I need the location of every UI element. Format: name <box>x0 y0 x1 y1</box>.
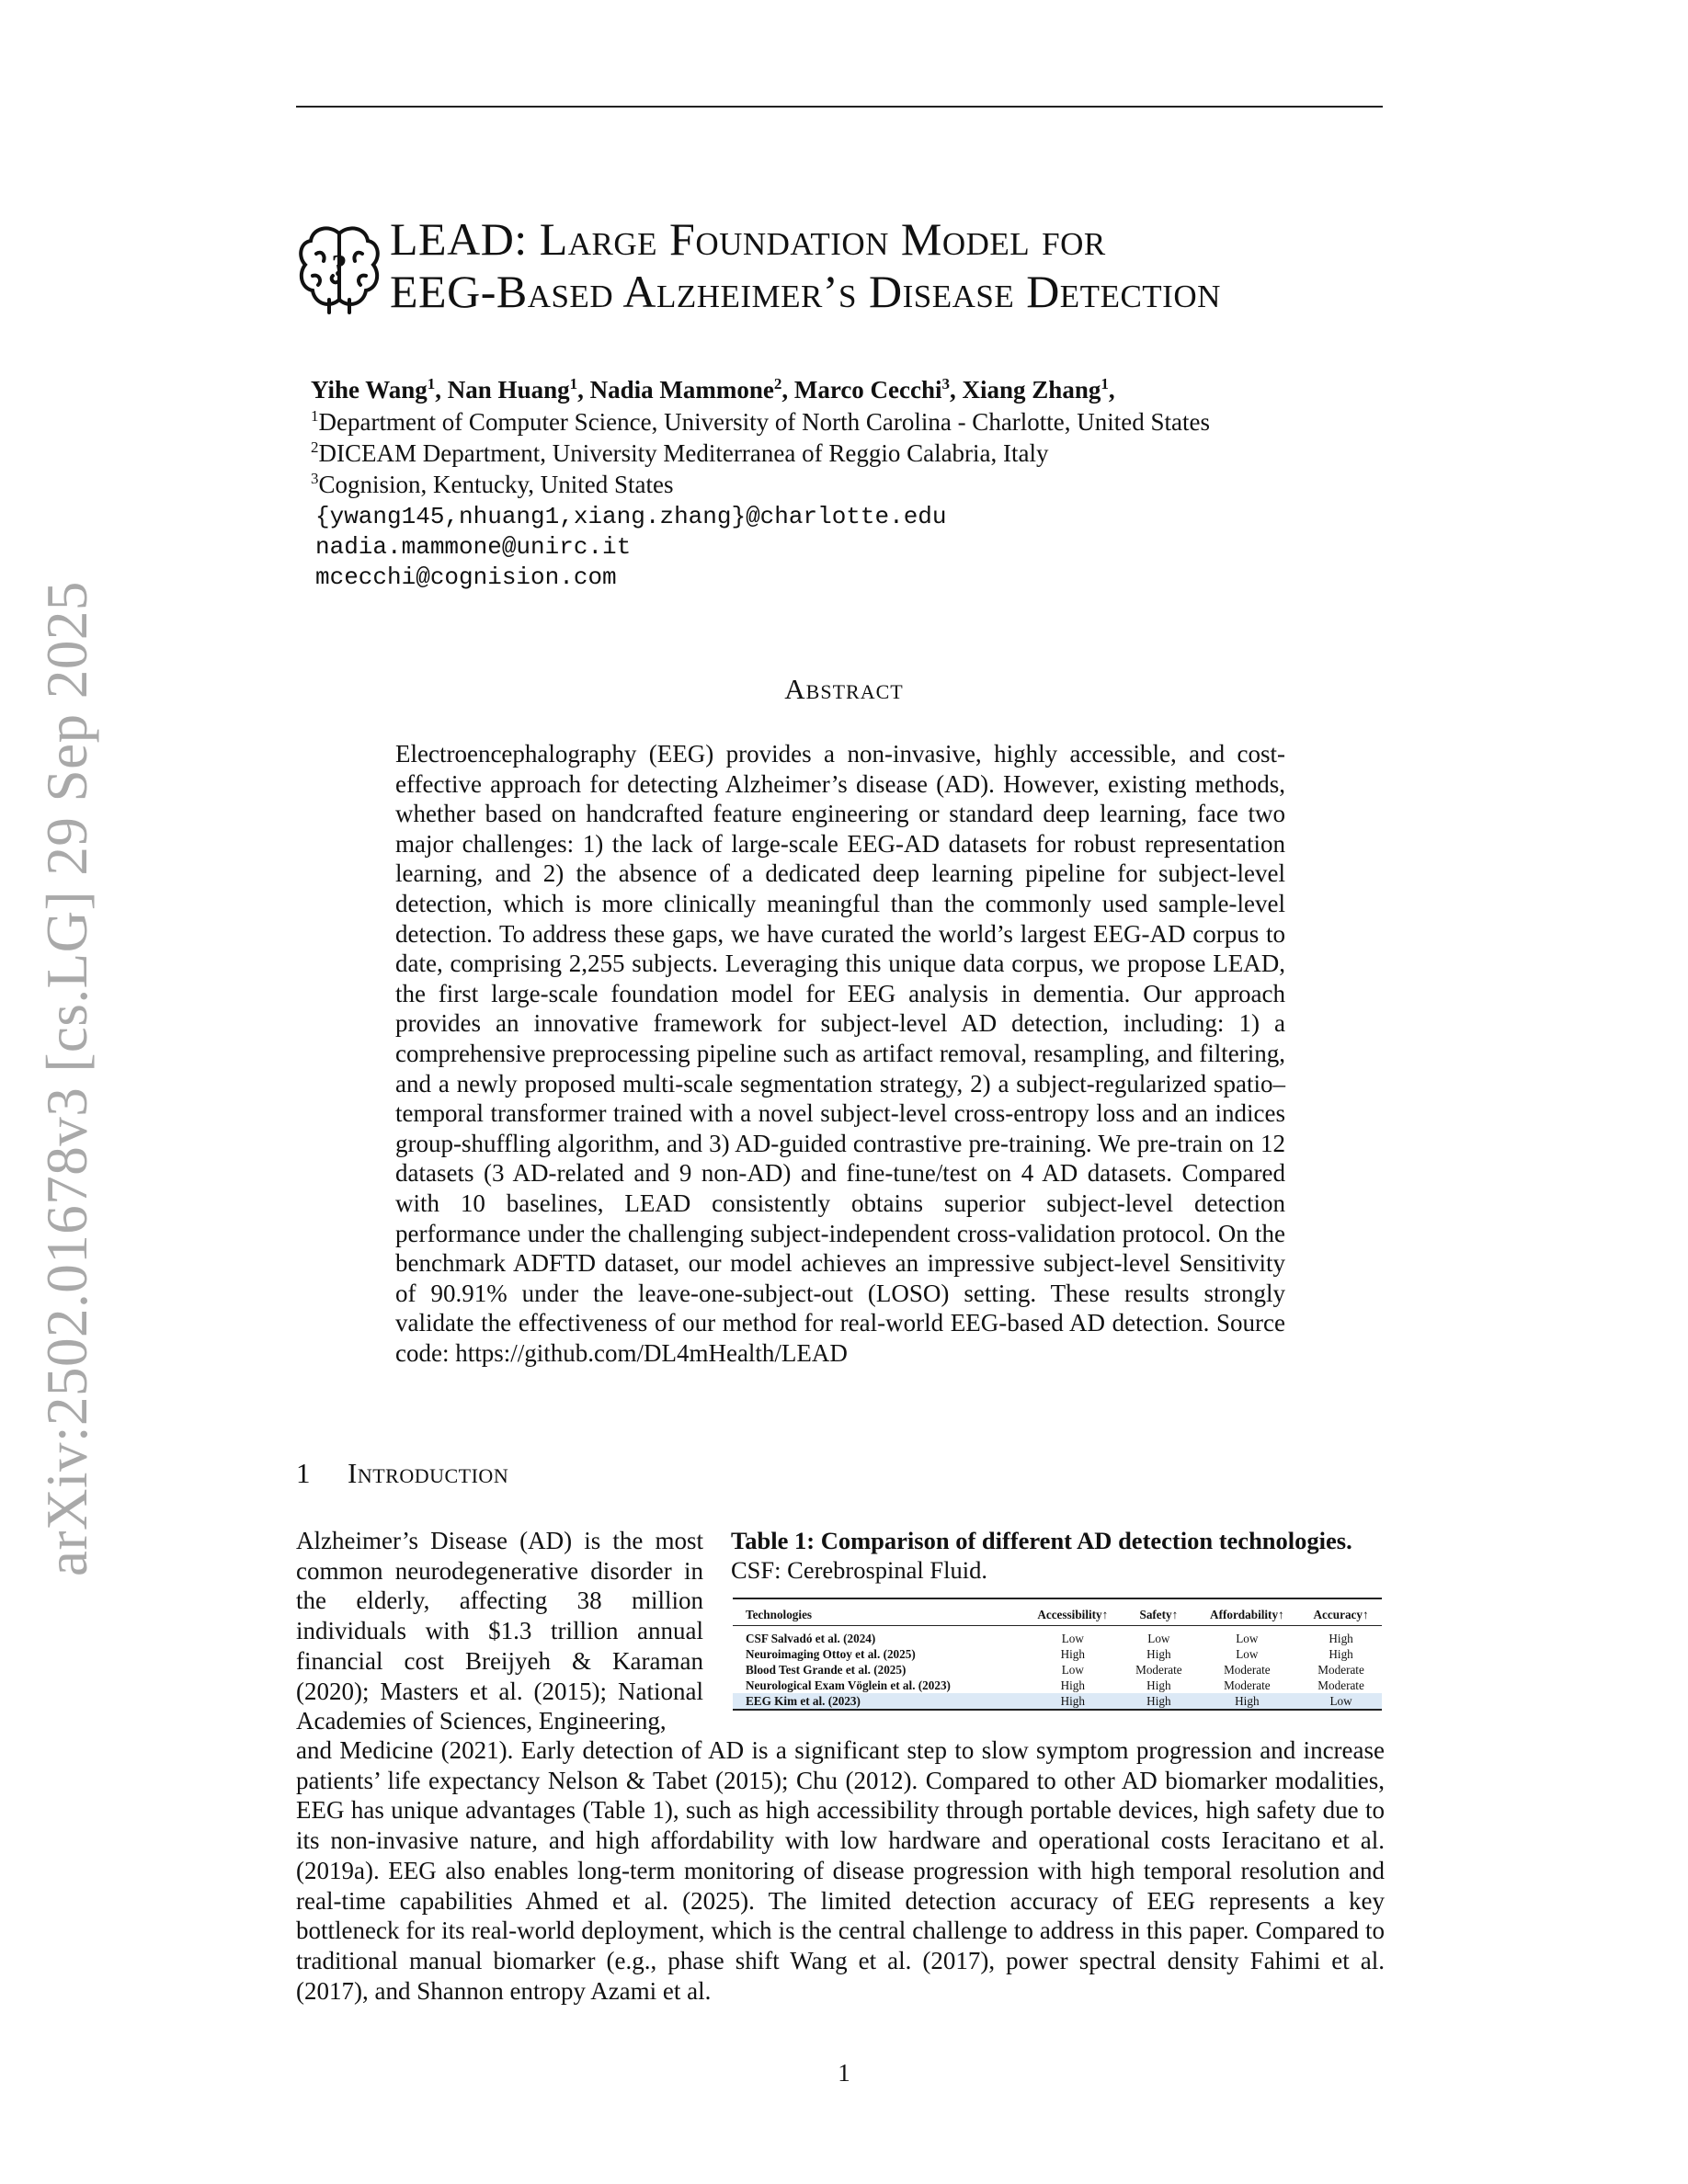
affiliation-text: DICEAM Department, University Mediterranea of Reggio Calabria, Italy <box>318 439 1049 467</box>
email-1: {ywang145,nhuang1,xiang.zhang}@charlotte.edu <box>315 503 947 530</box>
author-sep: , <box>1108 376 1115 404</box>
affiliation-2 <box>311 438 1049 468</box>
affiliation-num: 2 <box>311 438 319 456</box>
table-cell: Moderate <box>1317 1678 1364 1692</box>
table-cell: Blood Test Grande et al. (2025) <box>746 1663 907 1677</box>
table-header-cell: Technologies <box>733 1598 1021 1626</box>
section-number: 1 <box>296 1457 311 1489</box>
table-cell: High <box>1021 1693 1123 1710</box>
arxiv-stamp: arXiv:2502.01678v3 [cs.LG] 29 Sep 2025 <box>35 581 99 1576</box>
affiliation-num: 3 <box>311 470 319 487</box>
header-rule <box>296 106 1383 108</box>
table-header-cell: Safety↑ <box>1123 1598 1193 1626</box>
table-cell: High <box>1060 1678 1085 1692</box>
svg-text:?: ? <box>331 249 348 283</box>
title-line-2: EEG-Based Alzheimer’s Disease Detection <box>390 266 1221 317</box>
table-cell: Moderate <box>1135 1663 1182 1677</box>
author-sep: , <box>781 376 794 404</box>
author-aff: 1 <box>1101 375 1109 392</box>
table-header-cell: Accuracy↑ <box>1300 1598 1382 1626</box>
table-header-cell: Accessibility↑ <box>1021 1598 1123 1626</box>
email-3: mcecchi@cognision.com <box>315 563 617 591</box>
author-name: Nadia Mammone <box>589 376 774 404</box>
author-name: Nan Huang <box>447 376 570 404</box>
brain-icon <box>296 221 382 320</box>
affiliation-text: Department of Computer Science, University of North Carolina - Charlotte, United States <box>318 408 1211 436</box>
table-cell: High <box>1329 1647 1353 1661</box>
table-cell: High <box>1146 1647 1171 1661</box>
table-row <box>733 1662 1382 1678</box>
table-cell: High <box>1329 1632 1353 1645</box>
author-aff: 1 <box>427 375 436 392</box>
author-aff: 2 <box>773 375 782 392</box>
table-cell: Moderate <box>1224 1663 1271 1677</box>
table-cell: CSF Salvadó et al. (2024) <box>746 1632 876 1645</box>
author-name: Xiang Zhang <box>962 376 1101 404</box>
abstract-body: Electroencephalography (EEG) provides a non-invasive, highly accessible, and cost-effective approach for detecting Alzheimer’s disease (AD). However, existing methods, whether based on handcrafted feature engineering or standard deep learning, face two major challenges: 1) the lack of large-scale EEG-AD datasets for robust representation learning, and 2) the absence of a dedicated deep learning pipeline for subject-level detection, which is more clinically meaningful than the commonly used sample-level detection. To address these gaps, we have curated the world’s largest EEG-AD corpus to date, comprising 2,255 subjects. Leveraging this unique data corpus, we propose LEAD, the first large-scale foundation model for EEG analysis in dementia. Our approach provides an innovative framework for subject-level AD detection, including: 1) a comprehensive preprocessing pipeline such as artifact removal, resampling, and filtering, and a newly proposed multi-scale segmentation strategy, 2) a subject-regularized spatio–temporal transformer trained with a novel subject-level cross-entropy loss and an indices group-shuffling algorithm, and 3) AD-guided contrastive pre-training. We pre-train on 12 datasets (3 AD-related and 9 non-AD) and fine-tune/test on 4 AD datasets. Compared with 10 baselines, LEAD consistently obtains superior subject-level detection performance under the challenging subject-independent cross-validation protocol. On the benchmark ADFTD dataset, our model achieves an impressive subject-level Sensitivity of 90.91% under the leave-one-subject-out (LOSO) setting. These results strongly validate the effectiveness of our method for real-world EEG-based AD detection. Source code: https://github.com/DL4mHealth/LEAD <box>395 740 1285 1367</box>
table-label: Table 1: <box>731 1527 815 1554</box>
page-number: 1 <box>838 2059 850 2087</box>
table-cell: Low <box>1236 1632 1259 1645</box>
table-cell: Low <box>1236 1647 1259 1661</box>
table-cell: High <box>1146 1678 1171 1692</box>
comparison-table <box>733 1598 1382 1711</box>
affiliation-1 <box>311 407 1210 437</box>
table-cell: Low <box>1147 1632 1170 1645</box>
table-cell: Moderate <box>1317 1663 1364 1677</box>
table-cell: Neurological Exam Vöglein et al. (2023) <box>746 1678 951 1692</box>
table-row <box>733 1678 1382 1693</box>
table-cell: Low <box>1300 1693 1382 1710</box>
table-cell: Moderate <box>1224 1678 1271 1692</box>
table-row <box>733 1626 1382 1647</box>
intro-paragraph-full: and Medicine (2021). Early detection of AD is a significant step to slow symptom progression and increase patients’ life expectancy Nelson & Tabet (2015); Chu (2012). Compared to other AD biomarker modalities, EEG has unique advantages (Table 1), such as high accessibility through portable devices, high safety due to its non-invasive nature, and high affordability with low hardware and operational costs Ieracitano et al. (2019a). EEG also enables long-term monitoring of disease progression with high temporal resolution and real-time capabilities Ahmed et al. (2025). The limited detection accuracy of EEG represents a key bottleneck for its real-world deployment, which is the central challenge to address in this paper. Compared to traditional manual biomarker (e.g., phase shift Wang et al. (2017), power spectral density Fahimi et al. (2017), and Shannon entropy Azami et al. <box>296 1736 1385 2005</box>
section-heading-introduction <box>296 1457 508 1490</box>
table-cell: Low <box>1061 1663 1084 1677</box>
section-title: Introduction <box>348 1457 509 1489</box>
author-list <box>311 375 1115 404</box>
author-name: Yihe Wang <box>311 376 428 404</box>
table-caption-title: Comparison of different AD detection technologies. <box>820 1527 1352 1554</box>
table-cell: Low <box>1061 1632 1084 1645</box>
intro-paragraph-wrapped: Alzheimer’s Disease (AD) is the most common neurodegenerative disorder in the elderly, affecting 38 million individuals with $1.3 trillion annual financial cost Breijyeh & Karaman (2020); Masters et al. (2015); National Academies of Sciences, Engineering, <box>296 1527 703 1735</box>
table-caption <box>731 1526 1393 1585</box>
table-header-cell: Affordability↑ <box>1194 1598 1301 1626</box>
author-aff: 3 <box>941 375 951 392</box>
table-caption-note: CSF: Cerebrospinal Fluid. <box>731 1556 988 1584</box>
affiliation-num: 1 <box>311 407 319 425</box>
author-name: Marco Cecchi <box>793 376 942 404</box>
title-line-1: LEAD: Large Foundation Model for <box>390 213 1106 265</box>
paper-title <box>390 213 1420 318</box>
author-sep: , <box>435 376 448 404</box>
table-cell: EEG Kim et al. (2023) <box>733 1693 1021 1710</box>
email-2: nadia.mammone@unirc.it <box>315 533 632 561</box>
table-cell: High <box>1060 1647 1085 1661</box>
table-header-row <box>733 1598 1382 1626</box>
abstract-heading: Abstract <box>784 673 904 705</box>
author-sep: , <box>950 376 963 404</box>
affiliation-text: Cognision, Kentucky, United States <box>318 471 674 498</box>
table-row-highlighted <box>733 1693 1382 1710</box>
table-row <box>733 1646 1382 1662</box>
table-cell: High <box>1123 1693 1193 1710</box>
author-sep: , <box>577 376 590 404</box>
affiliation-3 <box>311 470 673 499</box>
table-cell: High <box>1194 1693 1301 1710</box>
author-aff: 1 <box>569 375 578 392</box>
table-cell: Neuroimaging Ottoy et al. (2025) <box>746 1647 916 1661</box>
